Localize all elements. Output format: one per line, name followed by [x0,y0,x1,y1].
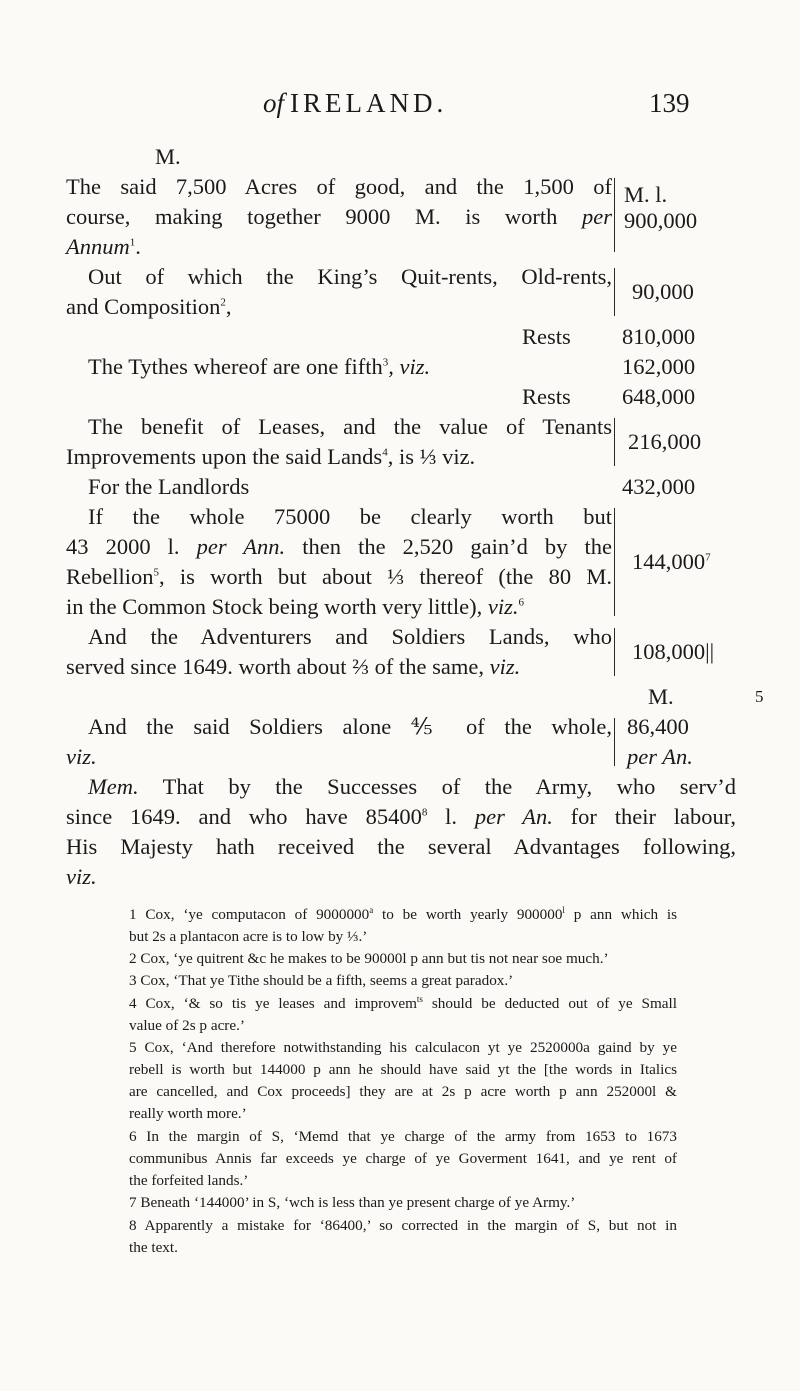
text-line: and Composition$^2$, [66,294,232,319]
text-line: The benefit of Leases, and the value of Tenants [88,414,612,439]
text-rests: Rests [522,384,571,409]
amount-value: 216,000 [628,429,702,454]
footnote: the text. [129,1239,178,1256]
text-line: course, making together 9000 M. is worth per [66,204,612,229]
amount-unit: per An. [627,744,693,769]
footnote: but 2s a plantacon acre is to low by ⅓.’ [129,928,368,945]
brace [614,508,615,616]
text-line: Mem. That by the Successes of the Army, who serv’d [88,774,736,799]
amount-value: 648,000 [622,384,696,409]
footnote: 7 Beneath ‘144000’ in S, ‘wch is less than ye present charge of ye Army.’ [129,1194,576,1211]
text-line: Improvements upon the said Lands$^4$, is ⅓ viz. [66,444,476,469]
footnote: rebell is worth but 144000 p ann he should have said yt the [the words in Italics [129,1061,677,1078]
text-line: Annum$^1$. [66,234,141,259]
footnote: 2 Cox, ‘ye quitrent &c he makes to be 90000l p ann but tis not near soe much.’ [129,950,609,967]
text-line: viz. [66,864,97,889]
text-line: His Majesty hath received the several Advantages following, [66,834,736,859]
footnote: are cancelled, and Cox proceeds] they are at 2s p acre worth p ann 252000l & [129,1083,677,1100]
margin-line-number: 5 [755,687,764,706]
text-line: viz. [66,744,97,769]
brace [614,178,615,252]
amount-value: 162,000 [622,354,696,379]
text-line: in the Common Stock being worth very little), viz.$^6$ [66,594,524,619]
footnote: really worth more.’ [129,1105,247,1122]
text-line: For the Landlords [88,474,250,499]
footnote: communibus Annis far exceeds ye charge of ye Goverment 1641, and ye rent of [129,1150,677,1167]
amount-value: 108,000|| [632,639,715,664]
amount-value: 86,400 [627,714,689,739]
header-title [263,88,447,119]
brace [614,718,615,766]
text-line: Out of which the King’s Quit-rents, Old-rents, [88,264,612,289]
text-line: The Tythes whereof are one fifth$^3$, viz. [88,354,431,379]
footnote: 8 Apparently a mistake for ‘86400,’ so corrected in the margin of S, but not in [129,1217,677,1234]
text-line: Rebellion$^5$, is worth but about ⅓ thereof (the 80 M. [66,564,612,589]
amount-value: 90,000 [632,279,694,304]
footnote: 4 Cox, ‘& so tis ye leases and improvem$^{ts}$ should be deducted out of ye Small [129,993,677,1012]
brace [614,418,615,466]
amount-value: 432,000 [622,474,696,499]
text-line: 43 2000 l. per Ann. then the 2,520 gain’d by the [66,534,612,559]
amount-value: 900,000 [624,208,698,233]
amount-value: 144,000$^7$ [632,549,711,574]
amount-unit: M. [648,684,674,709]
text-line: since 1649. and who have 85400$^8$ l. per An. for their labour, [66,804,736,829]
text-line: If the whole 75000 be clearly worth but [88,504,612,529]
footnote: value of 2s p acre.’ [129,1017,245,1034]
text-line: And the Adventurers and Soldiers Lands, who [88,624,612,649]
header-title-text: IRELAND. [290,88,448,118]
heading-m: M. [155,144,181,169]
footnote: 5 Cox, ‘And therefore notwithstanding his calculacon yt ye 2520000a gaind by ye [129,1039,677,1056]
text-line: served since 1649. worth about ⅔ of the same, viz. [66,654,521,679]
footnote: 6 In the margin of S, ‘Memd that ye charge of the army from 1653 to 1673 [129,1128,677,1145]
page-number: 139 [649,88,690,118]
brace [614,628,615,676]
footnote: the forfeited lands.’ [129,1172,249,1189]
text-line: The said 7,500 Acres of good, and the 1,500 of [66,174,612,199]
text-line: And the said Soldiers alone ⅘ of the whole, [88,714,612,739]
running-header [0,88,800,128]
text-rests: Rests [522,324,571,349]
header-of: of [263,88,285,118]
amount-unit: M. l. [624,182,668,207]
footnote: 1 Cox, ‘ye computacon of 9000000$^a$ to be worth yearly 900000$^l$ p ann which is [129,904,677,923]
footnote: 3 Cox, ‘That ye Tithe should be a fifth, seems a great paradox.’ [129,972,514,989]
brace [614,268,615,316]
amount-value: 810,000 [622,324,696,349]
